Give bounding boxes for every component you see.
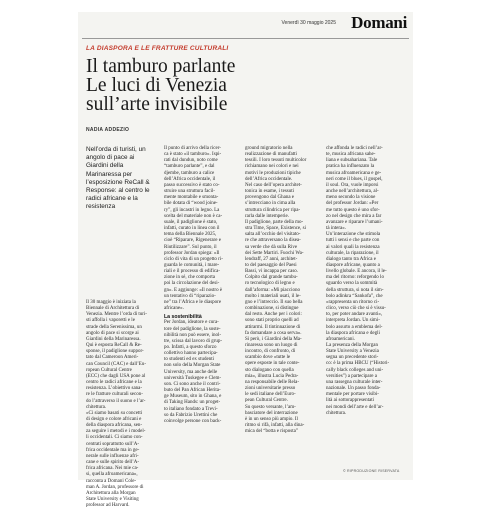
text-line: motivi le produzioni tipiche — [245, 170, 301, 176]
text-line: za seguire i metodi e i model- — [86, 429, 146, 435]
text-line: centro le radici africane e la — [86, 380, 142, 386]
text-line: to, per poter andare avanti», — [326, 312, 383, 318]
text-line: nazionale. Un passo fonda- — [326, 386, 381, 392]
text-line: africane». — [164, 306, 184, 312]
text-line: è in un senso più ampio. Il — [245, 416, 298, 422]
text-line: dell’Africa occidentale. — [245, 176, 293, 182]
text-line: (ECC) che dagli USA pone al — [86, 373, 146, 379]
text-line: ge Museum, sito in Ghana, e — [164, 394, 222, 400]
text-line: suale, il padiglione è stato, — [164, 219, 218, 225]
text-line: Giardini della Marinaressa. — [86, 336, 141, 342]
text-line: infatti, curato in linea con il — [164, 226, 220, 232]
text-line: richiamano nei colori e nei — [245, 164, 299, 170]
text-line: gno e l’intreccio. Il suo bella — [245, 299, 303, 305]
text-line: centrati soprattutto sull’A- — [86, 441, 140, 447]
text-line: livello globale. E ancora, il le- — [326, 269, 387, 275]
text-line: te, musica africana sahe- — [326, 152, 376, 158]
text-line: università Tuskegee e Clem- — [164, 375, 222, 381]
text-line: s’intrecciano in cima alla — [245, 201, 296, 207]
text-column-2-top — [164, 146, 240, 312]
text-line: dal resto. Anche per i colori: — [245, 312, 302, 318]
text-line: mica del “botta e risposta” — [245, 429, 299, 435]
text-line: po. Infatti, a questo sforzo — [164, 345, 217, 350]
text-line: to italiano fondato a Trevi- — [164, 406, 218, 412]
text-line: dell’Africa occidentale, il — [164, 176, 216, 182]
text-line: zioni universitarie presso — [245, 386, 296, 392]
text-line: struire una struttura facil- — [164, 189, 215, 195]
text-line: li occidentali. Ci siamo con- — [86, 435, 143, 441]
text-column-2 — [164, 146, 240, 425]
text-line: can Council (CAC) e dall’Eu- — [86, 361, 146, 367]
text-line: che affonda le radici nell’ar- — [326, 146, 383, 151]
text-line: co: è la prima HBCU (“Histori- — [326, 361, 390, 367]
text-line: opere esposte in tale conte- — [245, 361, 300, 367]
text-line: frica africana. Nei mie ca- — [86, 466, 139, 472]
title-line: Il tamburo parlante — [86, 56, 236, 77]
text-line: chitettura. — [86, 404, 107, 410]
text-line: culturale, la riparazione, il — [326, 250, 379, 256]
text-line: to del paesaggio del Paesi — [245, 262, 297, 268]
text-line: incontro, di confronto, di — [245, 349, 296, 355]
text-line: dialogo tanto tra Africa e — [326, 256, 376, 262]
text-line: diaspore africane, quanto a — [326, 262, 380, 268]
text-line: Il padiglione, parte della mo- — [245, 219, 304, 225]
text-line: di design e colore africani e — [86, 416, 142, 422]
text-line: Il 30 maggio è iniziata la — [86, 300, 136, 305]
text-line: zo nel design che mira a far — [326, 213, 382, 219]
text-line: si, quella afroamericana», — [86, 472, 138, 478]
text-line: sti affolla i vaporetti e le — [86, 318, 135, 324]
text-line: ne” tra l’Africa e le diaspore — [164, 299, 222, 305]
text-line: Architettura alla Morgan — [86, 490, 136, 496]
text-line: non solo della Morgan State — [164, 363, 221, 369]
masthead — [78, 12, 413, 42]
text-line: scambio dove «tutte le — [245, 355, 291, 361]
article-title — [86, 57, 316, 114]
text-line: Un’interazione che stimola — [326, 232, 381, 238]
text-line: fa domandare a cosa serva». — [245, 330, 302, 336]
text-line: nerale sulle influenze afri- — [86, 453, 139, 459]
text-line: man A. Jordan, professore di — [86, 484, 144, 490]
issue-date: Venerdì 30 maggio 2025 — [281, 20, 336, 26]
text-line: buto del Pan African Herita- — [164, 388, 221, 394]
text-line: «Ci siamo basati su concetti — [86, 410, 143, 416]
text-line: tà intera». — [326, 226, 346, 232]
masthead-divider — [82, 38, 409, 39]
newspaper-logo: Domani — [351, 13, 407, 32]
author-byline: NADIA ADDEZIO — [86, 127, 130, 133]
text-line: resistenza. L’obiettivo sana- — [86, 386, 143, 392]
text-line: Qui è esposta ReCall & Re- — [86, 343, 142, 349]
text-line: la diaspora africana e degli — [326, 330, 380, 336]
text-line: frica occidentale ma in ge- — [86, 447, 140, 453]
text-line: Si però, i Giardini della Ma- — [245, 336, 302, 342]
text-line: to studenti ed ex studenti — [164, 357, 214, 363]
text-line: ro tecnologico di legno e — [245, 281, 295, 287]
text-line: struttura cilindrica per ripa- — [245, 207, 301, 213]
text-line: passo successivo è stato co- — [164, 182, 220, 188]
text-line: Colpito dal grande tambu- — [245, 275, 298, 281]
text-line: re le fratture culturali secon- — [86, 392, 143, 398]
text-line: ciclo di vita di un progetto ri- — [164, 256, 223, 262]
text-line: tema della Biennale 2025, — [164, 232, 217, 238]
text-line: bolo assurto a emblema del- — [326, 324, 383, 330]
text-line: rati dal dundun, noto come — [164, 158, 218, 164]
text-line: lendraff, 27 anni, architet- — [245, 256, 298, 262]
text-line: Bassi, vi incappa per caso. — [245, 269, 299, 275]
text-line: professor ad Harvard. — [86, 503, 130, 509]
text-line: sponse, il padiglione suppor- — [86, 349, 144, 355]
text-line: interpreta Jordan. Un simi- — [326, 318, 380, 324]
text-column-2-bottom — [164, 320, 240, 425]
text-line: professor Jordan spiega: «Il — [164, 250, 220, 256]
text-line: chitettura. — [326, 410, 347, 416]
newspaper-clipping — [78, 12, 413, 509]
text-line: segna un precedente stori- — [326, 355, 379, 361]
text-line: tore del padiglione, la soste- — [164, 326, 221, 332]
text-line: afroamericani. — [326, 336, 356, 342]
text-line: del professor Jordan: «Per — [326, 201, 379, 207]
text-line: della struttura, si nota il sim- — [326, 287, 384, 293]
text-line: racconta a Domani Cole- — [86, 478, 137, 484]
text-line: dall’aforma: «Mi piacciono — [245, 287, 300, 293]
text-line: mia», illustra Lucia Pedra- — [245, 373, 299, 379]
text-line: do l’attraverso il suono e l’ar- — [86, 398, 146, 404]
text-line: tato dal Cameroon Ameri- — [86, 355, 139, 361]
text-line: zione in sé, che comporta — [164, 275, 215, 281]
text-line: tessili. I loro tessuti multicolor — [245, 158, 307, 164]
text-line: ground migratorio nella — [245, 146, 293, 151]
text-line: mentale per portare visibi- — [326, 392, 379, 398]
text-line: tre, scissa dal lavoro di grup- — [164, 338, 223, 344]
text-line: State University e Visiting — [86, 497, 139, 502]
text-line: collettivo hanno partecipa- — [164, 351, 218, 357]
text-line: strade della Serenissima, un — [86, 324, 142, 330]
text-line: ca è stato «il tamburo». Ispi- — [164, 152, 222, 158]
section-subhead: La sostenibilità — [164, 314, 202, 321]
text-line: salta all’occhio del visitato- — [245, 232, 301, 238]
reproduction-notice: © RIPRODUZIONE RISERVATA — [343, 469, 400, 473]
text-line: avanzare e riparare l’umani- — [326, 219, 383, 225]
text-line: re che attraversano la disea- — [245, 238, 301, 244]
text-line: rinaressa sono un luogo di — [245, 343, 298, 348]
text-column-4 — [326, 146, 404, 417]
text-line: Venezia. Mentre l’orda di turi- — [86, 312, 147, 318]
text-line: poi la circolazione del desi- — [164, 281, 220, 287]
text-line: me tutto questo è uno sfor- — [326, 207, 380, 213]
text-line: nei mondi dell’arte e dell’ar- — [326, 404, 384, 410]
text-line: sono stati proprio quelli ad — [245, 318, 299, 324]
text-line: della diaspora africana, sen- — [86, 423, 143, 429]
text-line: le sedi italiane dell’Euro- — [245, 392, 296, 398]
text-line: guarda le comunità, i mare- — [164, 262, 220, 268]
text-line: ai valori quali la resistenza — [326, 244, 380, 250]
text-line: rarla dalle intemperie. — [245, 213, 290, 219]
text-column-3 — [245, 146, 321, 435]
text-line: tutti i sensi e che parte con — [326, 238, 380, 244]
text-line: molto i materiali usati, il le- — [245, 293, 301, 299]
title-line: Le luci di Venezia — [86, 75, 227, 96]
text-line: djembe, tamburo a calice — [164, 170, 215, 176]
text-line: coinvolge persone con back- — [164, 418, 222, 424]
text-line: attirarmi. Il tintinnazione di — [245, 324, 301, 330]
text-line: mente montabile e smonta- — [164, 195, 219, 201]
text-line: gn». E aggiunge: «Il nostro è — [164, 287, 223, 293]
text-line: son. Ci sono anche il contri- — [164, 381, 221, 387]
title-line: sull’arte invisibile — [86, 94, 228, 115]
text-line: meno secondo la visione — [326, 195, 376, 201]
text-line: ritmo si rifà, infatti, alla dina- — [245, 423, 305, 429]
text-line: so da Fabrizio Urettini che — [164, 412, 218, 418]
text-line: clico, verso ciò che si è vissu- — [326, 306, 386, 312]
text-line: una rassegna culturale inter- — [326, 379, 383, 385]
text-line: pean Cultural Centre. — [245, 398, 288, 404]
text-line: combinazione, si distingue — [245, 306, 299, 312]
text-line: “tamburo parlante”, e dal — [164, 164, 215, 170]
text-line: Su questo versante, l’am- — [245, 404, 296, 410]
text-line: cally black colleges and uni- — [326, 367, 384, 373]
text-line: «rappresenta un ritorno ci- — [326, 299, 380, 305]
text-line: ma del ritorno: reforgendo lo — [326, 275, 384, 281]
text-line: Biennale di Architettura di — [86, 306, 140, 312]
text-line: riali e il processo di edifica- — [164, 269, 220, 275]
text-line: cioè “Riparare, Rigenerare e — [164, 238, 221, 244]
text-line: ropean Cultural Centre — [86, 367, 132, 373]
text-line: scelta del materiale non è ca- — [164, 213, 223, 219]
text-line: State University a Venezia — [326, 349, 379, 355]
text-line: pratica ha influenzato la — [326, 164, 375, 170]
text-line: stra Time, Space, Existence, si — [245, 226, 306, 232]
text-line: sguardo verso la sommità — [326, 281, 378, 287]
article-lead: Nell’orda di turisti, un angolo di pace ai Giardini della Marinaressa per l’esposizione ReCall & Response: al centro le radici africane e la resistenza — [86, 146, 150, 211]
text-line: di Taking Hands: un proget- — [164, 400, 221, 406]
text-column-1 — [86, 300, 160, 509]
text-line: lità ai sottorappresentati — [326, 398, 375, 404]
text-line: cane e sulle spirito dell’A- — [86, 460, 140, 466]
text-line: Nel caso dell’opera architet- — [245, 182, 302, 188]
text-line: University, ma anche delle — [164, 369, 218, 375]
text-line: sa verde che dà sulla Rive — [245, 244, 298, 250]
text-line: un tentativo di “riparazio- — [164, 293, 216, 299]
text-line: anche nell’architettura, al- — [326, 189, 379, 195]
text-line: na responsabile delle Rela- — [245, 379, 300, 385]
text-line: provengono dal Ghana e — [245, 195, 295, 201]
text-line: musica afroamericana e ge- — [326, 170, 382, 176]
section-kicker: LA DIASPORA E LE FRATTURE CULTURALI — [86, 45, 229, 52]
text-line: ry”, gli incastri in legno. La — [164, 207, 220, 213]
text-line: bolo adinkra “Sankofa”, che — [326, 293, 383, 299]
text-line: liana e subsahariana. Tale — [326, 158, 378, 164]
text-line: angolo di pace si scorge ai — [86, 330, 139, 336]
text-line: Il punto di arrivo della ricer- — [164, 146, 221, 151]
text-line: il soul. Ora, vuole imporsi — [326, 182, 379, 188]
text-line: basciatore del interrazione — [245, 410, 298, 416]
text-line: dei Sette Martiri. Fuochi Wa- — [245, 250, 304, 256]
text-line: Riutilizzare”. Sul punto, il — [164, 244, 217, 250]
text-line: nibilità non può essere, inol- — [164, 332, 222, 338]
text-line: La presenza della Morgan — [326, 343, 378, 348]
text-line: tonica in esame, i tessuti — [245, 189, 295, 195]
text-line: neri come il blues, il gospel, — [326, 176, 383, 182]
text-line: versities”) a partecipare a — [326, 373, 377, 379]
text-line: realizzazione di manufatti — [245, 152, 297, 158]
text-line: Per Jordan, ideatore e cura- — [164, 320, 219, 326]
text-line: sto dialogano con quella — [245, 367, 294, 373]
text-line: bile dotata di “wood joine- — [164, 201, 218, 207]
